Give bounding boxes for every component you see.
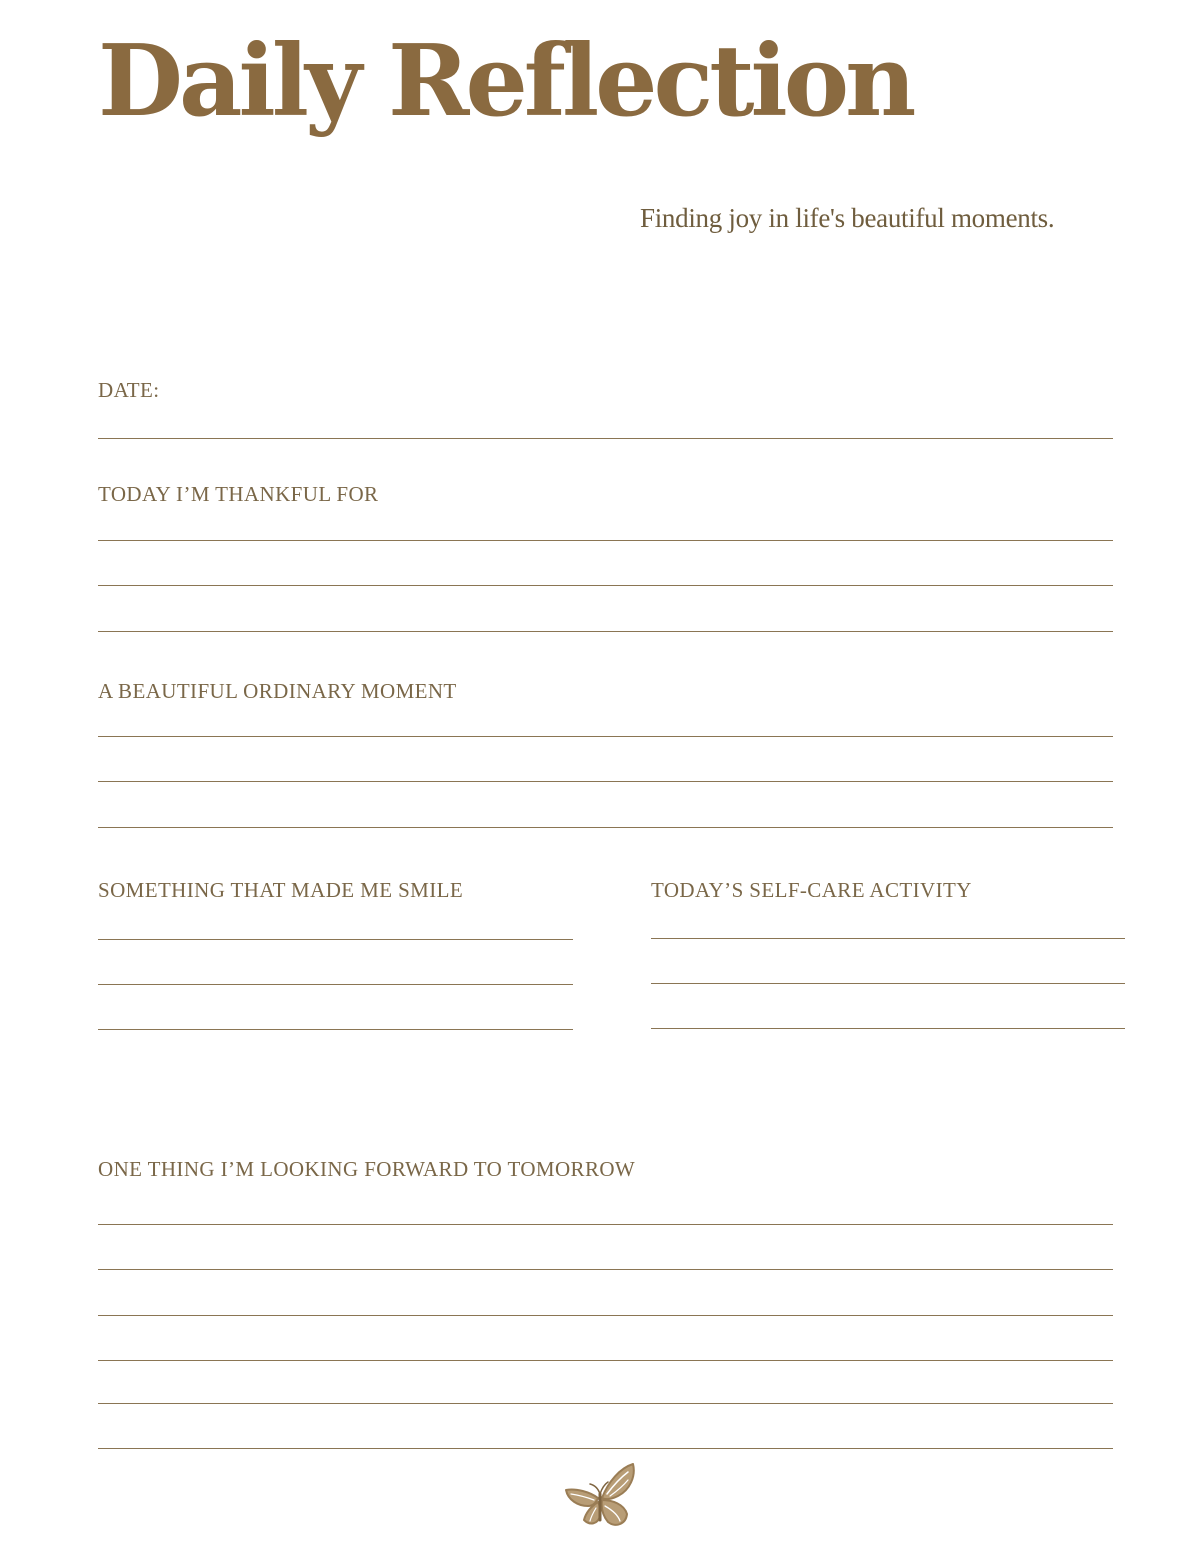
tomorrow-line-2[interactable]: [98, 1269, 1113, 1270]
smile-label: SOMETHING THAT MADE ME SMILE: [98, 878, 464, 902]
tomorrow-line-5[interactable]: [98, 1403, 1113, 1404]
tomorrow-line-6[interactable]: [98, 1448, 1113, 1449]
date-label: DATE:: [98, 378, 160, 402]
smile-line-3[interactable]: [98, 1029, 573, 1030]
tomorrow-line-4[interactable]: [98, 1360, 1113, 1361]
smile-line-1[interactable]: [98, 939, 573, 940]
selfcare-label: TODAY’S SELF-CARE ACTIVITY: [651, 878, 972, 902]
selfcare-line-1[interactable]: [651, 938, 1125, 939]
moment-line-3[interactable]: [98, 827, 1113, 828]
moment-line-1[interactable]: [98, 736, 1113, 737]
thankful-line-1[interactable]: [98, 540, 1113, 541]
thankful-line-2[interactable]: [98, 585, 1113, 586]
tomorrow-label: ONE THING I’M LOOKING FORWARD TO TOMORROW: [98, 1157, 636, 1181]
thankful-line-3[interactable]: [98, 631, 1113, 632]
date-line[interactable]: [98, 438, 1113, 439]
tomorrow-line-3[interactable]: [98, 1315, 1113, 1316]
page-title: Daily Reflection: [98, 24, 913, 139]
moment-label: A BEAUTIFUL ORDINARY MOMENT: [98, 679, 457, 703]
selfcare-line-2[interactable]: [651, 983, 1125, 984]
tomorrow-line-1[interactable]: [98, 1224, 1113, 1225]
thankful-label: TODAY I’M THANKFUL FOR: [98, 482, 379, 506]
butterfly-icon: [560, 1458, 642, 1532]
page-subtitle: Finding joy in life's beautiful moments.: [640, 203, 1055, 233]
moment-line-2[interactable]: [98, 781, 1113, 782]
selfcare-line-3[interactable]: [651, 1028, 1125, 1029]
smile-line-2[interactable]: [98, 984, 573, 985]
